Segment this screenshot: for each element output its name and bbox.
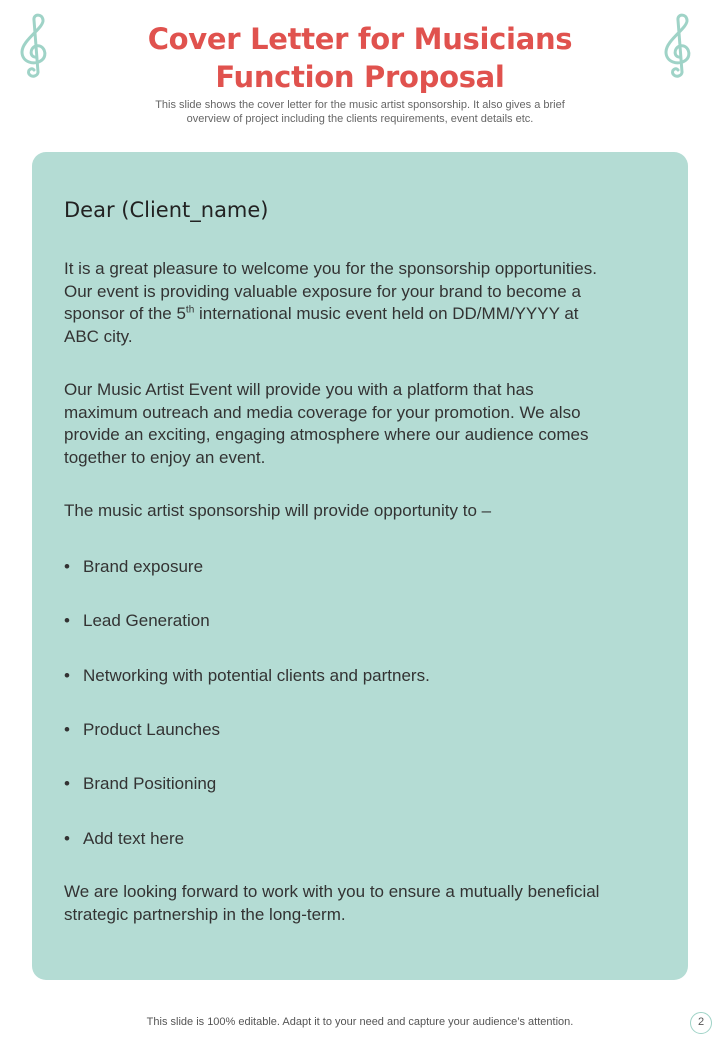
page-title [0, 20, 720, 96]
paragraph-line [64, 303, 664, 326]
list-item [64, 773, 216, 795]
bullet-dot: • [64, 557, 70, 576]
list-item-text: Product Launches [83, 720, 221, 739]
paragraph-line: Our event is providing valuable exposure for your brand to become a [64, 281, 581, 301]
bullet-dot: • [64, 666, 70, 685]
list-item [64, 556, 203, 578]
subtitle-line: This slide shows the cover letter for the music artist sponsorship. It also gives a brief [155, 99, 565, 111]
bullet-dot: • [64, 611, 70, 630]
paragraph-line: together to enjoy an event. [64, 447, 266, 467]
letter-closing [64, 881, 664, 926]
page-number: 2 [690, 1012, 712, 1034]
bullet-dot: • [64, 829, 70, 848]
ordinal-suffix: th [185, 304, 195, 316]
bullet-dot: • [64, 720, 70, 739]
paragraph-line: provide an exciting, engaging atmosphere where our audience comes [64, 425, 589, 444]
title-line: Cover Letter for Musicians [147, 22, 573, 56]
paragraph-text: international music event held on DD/MM/YYYY at [194, 304, 579, 323]
list-item [64, 719, 220, 741]
list-item-text: Brand exposure [83, 557, 204, 576]
paragraph-line: ABC city. [64, 326, 133, 346]
list-item-text: Add text here [83, 829, 185, 848]
list-item-text: Brand Positioning [83, 774, 217, 793]
paragraph-line: Our Music Artist Event will provide you with a platform that has [64, 380, 534, 399]
title-line: Function Proposal [215, 60, 505, 94]
paragraph-line: strategic partnership in the long-term. [64, 904, 346, 924]
list-item [64, 665, 430, 687]
paragraph-text: sponsor of the 5 [64, 304, 186, 323]
list-item [64, 828, 184, 850]
list-item [64, 610, 210, 632]
letter-paragraph-1 [64, 258, 664, 348]
bullet-dot: • [64, 774, 70, 793]
list-item-text: Lead Generation [83, 611, 210, 630]
subtitle-line: overview of project including the clients requirements, event details etc. [186, 113, 534, 125]
letter-greeting: Dear (Client_name) [64, 198, 269, 222]
footer-note: This slide is 100% editable. Adapt it to your need and capture your audience’s attention. [146, 1016, 574, 1028]
list-item-text: Networking with potential clients and partners. [83, 666, 430, 685]
letter-paragraph-2 [64, 379, 664, 469]
paragraph-line: We are looking forward to work with you to ensure a mutually beneficial [64, 882, 600, 901]
paragraph-line: The music artist sponsorship will provide opportunity to – [64, 501, 492, 520]
letter-intro [64, 500, 664, 523]
paragraph-line: maximum outreach and media coverage for your promotion. We also [64, 402, 581, 422]
page-subtitle [120, 98, 600, 126]
paragraph-line: It is a great pleasure to welcome you for the sponsorship opportunities. [64, 259, 597, 278]
